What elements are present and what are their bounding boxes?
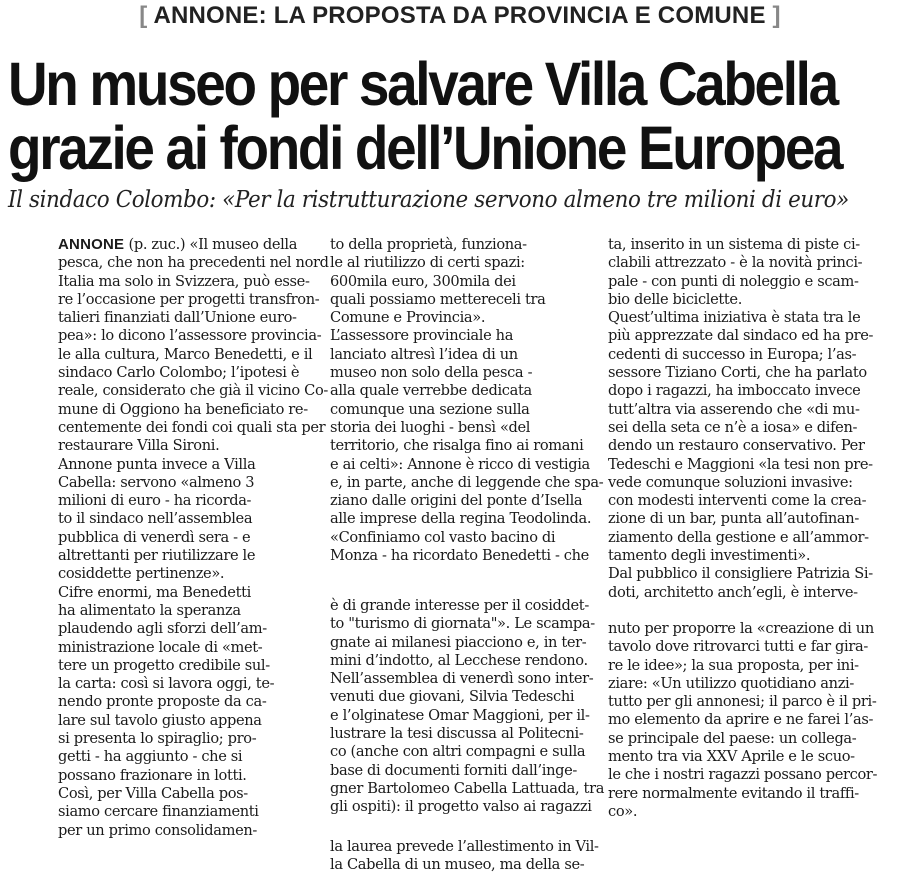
text-line-content: la laurea prevede l’allestimento in Vil- xyxy=(330,838,599,855)
text-line xyxy=(330,474,602,492)
text-line-content: lare sul tavolo giusto appena xyxy=(58,711,262,729)
text-line xyxy=(58,730,322,748)
text-line xyxy=(58,492,322,510)
text-line xyxy=(608,748,920,766)
text-line-content: pale - con punti di noleggio e scam- xyxy=(608,272,859,290)
text-line-content: Annone punta invece a Villa xyxy=(58,455,256,473)
article-column-1 xyxy=(58,236,329,840)
text-line-content: pubblica di venerdì sera - e xyxy=(58,528,251,546)
text-line xyxy=(608,474,920,492)
text-line-content: co (anche con altri compagni e sulla xyxy=(330,743,586,761)
text-line xyxy=(58,401,322,419)
text-line-content: nuto per proporre la «creazione di un xyxy=(608,620,874,637)
text-line-content: tamento degli investimenti». xyxy=(608,547,811,565)
text-line-content: ta, inserito in un sistema di piste ci- xyxy=(608,236,860,253)
text-line-content: ziare: «Un utilizzo quotidiano anzi- xyxy=(608,674,854,692)
text-line-content: è di grande interesse per il cosiddet- xyxy=(330,597,589,614)
text-line xyxy=(58,273,322,291)
kicker-close-bracket: ] xyxy=(772,2,781,29)
text-line-content: tavolo dove ritrovarci tutti e far gira- xyxy=(608,638,868,656)
text-line-content: base di documenti forniti dall’inge- xyxy=(330,761,577,779)
text-line xyxy=(330,838,602,856)
text-line xyxy=(330,291,602,309)
text-line xyxy=(58,547,322,565)
text-line xyxy=(330,725,602,743)
text-line-content: mo elemento da aprire e ne farei l’as- xyxy=(608,711,874,729)
text-line-content: con modesti interventi come la crea- xyxy=(608,492,867,510)
text-line xyxy=(330,597,602,615)
text-line-content: possano frazionare in lotti. xyxy=(58,766,247,784)
article-column-3-continued xyxy=(608,620,920,821)
text-line xyxy=(58,767,322,785)
text-line-content: gnate ai milanesi piacciono e, in ter- xyxy=(330,633,587,651)
article-column-3 xyxy=(608,236,920,602)
text-line-content: Cifre enormi, ma Benedetti xyxy=(58,583,251,601)
article-column-2 xyxy=(330,236,602,565)
text-line xyxy=(58,693,322,711)
text-line-content: tutt’altra via asserendo che «di mu- xyxy=(608,400,860,418)
text-line-content: ziano dalle origini del ponte d’Isella xyxy=(330,492,583,510)
text-line xyxy=(608,456,920,474)
text-line-content: Italia ma solo in Svizzera, può esse- xyxy=(58,272,310,290)
text-line xyxy=(58,254,329,272)
text-line xyxy=(330,652,602,670)
text-line-content: e l’olginatese Omar Maggioni, per il- xyxy=(330,706,590,724)
text-line xyxy=(608,584,920,602)
text-line-content: siamo cercare finanziamenti xyxy=(58,803,259,821)
text-line-content: Dal pubblico il consigliere Patrizia Si- xyxy=(608,565,873,583)
headline-line-1: Un museo per salvare Villa Cabella xyxy=(8,50,837,118)
text-line-content: pesca, che non ha precedenti nel nord xyxy=(58,254,329,272)
text-line xyxy=(608,711,920,729)
text-line-content: clabili attrezzato - è la novità princi- xyxy=(608,254,863,272)
text-line xyxy=(330,670,602,688)
text-line-content: to il sindaco nell’assemblea xyxy=(58,510,253,528)
text-line-content: e ai celti»: Annone è ricco di vestigia xyxy=(330,455,590,473)
text-line-content: L’assessore provinciale ha xyxy=(330,327,514,345)
text-line xyxy=(608,547,920,565)
article-column-2-continued xyxy=(330,597,605,817)
text-line-content: mini d’indotto, al Lecchese rendono. xyxy=(330,651,588,669)
text-line xyxy=(608,766,920,784)
text-line-content: co». xyxy=(608,802,638,820)
text-line xyxy=(330,762,602,780)
text-line-content: to della proprietà, funziona- xyxy=(330,236,527,253)
text-line-content: re l’occasione per progetti transfron- xyxy=(58,290,320,308)
text-line-content: alla quale verrebbe dedicata xyxy=(330,382,532,400)
text-line xyxy=(608,675,920,693)
text-line-content: lanciato altresì l’idea di un xyxy=(330,345,518,363)
text-line xyxy=(330,743,602,761)
text-line xyxy=(608,529,920,547)
text-line xyxy=(58,291,322,309)
text-line xyxy=(58,803,322,821)
text-line-content: ziamento della gestione e all’ammor- xyxy=(608,528,869,546)
text-line xyxy=(58,675,322,693)
kicker-open-bracket: [ xyxy=(139,2,148,29)
text-line xyxy=(608,638,920,656)
text-line xyxy=(330,707,602,725)
text-line xyxy=(58,822,322,840)
text-line-content: plaudendo agli sforzi dell’am- xyxy=(58,620,267,638)
text-line-content: rere normalmente evitando il traffi- xyxy=(608,784,859,802)
text-line-content: Cabella: servono «almeno 3 xyxy=(58,473,255,491)
text-line-content: sindaco Carlo Colombo; l’ipotesi è xyxy=(58,364,300,382)
text-line-content: Tedeschi e Maggioni «la tesi non pre- xyxy=(608,455,873,473)
text-line xyxy=(608,291,920,309)
text-line-content: sessore Tiziano Corti, che ha parlato xyxy=(608,364,867,382)
text-line xyxy=(330,798,602,816)
text-line-content: si presenta lo spiraglio; pro- xyxy=(58,730,257,748)
text-line-content: lustrare la tesi discussa al Politecni- xyxy=(330,725,584,743)
text-line xyxy=(330,615,602,633)
text-line xyxy=(58,510,322,528)
text-line xyxy=(330,510,602,528)
text-line xyxy=(608,730,920,748)
text-line-content: Monza - ha ricordato Benedetti - che xyxy=(330,547,589,565)
text-line-content: talieri finanziati dall’Unione euro- xyxy=(58,309,297,327)
text-line xyxy=(608,401,920,419)
text-line xyxy=(58,309,322,327)
text-line xyxy=(330,437,602,455)
text-line xyxy=(608,565,920,583)
text-line xyxy=(608,254,920,272)
text-line xyxy=(608,346,920,364)
text-line-content: restaurare Villa Sironi. xyxy=(58,437,220,455)
text-line-content: mento tra via XXV Aprile e le scuo- xyxy=(608,748,855,766)
text-line xyxy=(608,657,920,675)
text-line xyxy=(330,327,602,345)
text-line-content: Quest’ultima iniziativa è stata tra le xyxy=(608,309,861,327)
text-line-content: storia dei luoghi - bensì «del xyxy=(330,418,531,436)
text-line-content: cosiddette pertinenze». xyxy=(58,565,225,583)
text-line xyxy=(58,327,322,345)
text-line xyxy=(58,785,322,803)
deck-subtitle: Il sindaco Colombo: «Per la ristrutturazione servono almeno tre milioni di euro» xyxy=(8,187,849,213)
text-line xyxy=(330,401,602,419)
text-line xyxy=(330,634,602,652)
text-line xyxy=(608,492,920,510)
text-line-content: ministrazione locale di «met- xyxy=(58,638,263,656)
text-line xyxy=(330,346,602,364)
text-line xyxy=(608,236,920,254)
text-line xyxy=(58,748,322,766)
text-line-content: Nell’assemblea di venerdì sono inter- xyxy=(330,670,594,688)
text-line xyxy=(608,693,920,711)
text-line xyxy=(330,856,602,874)
text-line xyxy=(58,418,326,437)
text-line xyxy=(330,364,602,382)
headline-line-2: grazie ai fondi dell’Unione Europea xyxy=(8,114,842,182)
text-line xyxy=(608,382,920,400)
text-line-content: gner Bartolomeo Cabella Lattuada, tra xyxy=(330,779,605,797)
text-line xyxy=(58,657,322,675)
text-line-content: dopo i ragazzi, ha imboccato invece xyxy=(608,382,861,400)
text-line xyxy=(608,437,920,455)
text-line xyxy=(58,382,328,400)
text-line-content: tutto per gli annonesi; il parco è il pri- xyxy=(608,693,877,711)
text-line xyxy=(58,584,322,602)
text-line-content: la Cabella di un museo, ma della se- xyxy=(330,856,585,874)
text-line xyxy=(58,529,322,547)
text-line xyxy=(330,688,602,706)
text-line-content: alle imprese della regina Teodolinda. xyxy=(330,510,592,528)
text-line xyxy=(58,712,322,730)
text-line-content: dendo un restauro conservativo. Per xyxy=(608,437,865,455)
text-line-content: quali possiamo mettereceli tra xyxy=(330,290,546,308)
dateline: ANNONE xyxy=(58,236,125,253)
text-line-content: venuti due giovani, Silvia Tedeschi xyxy=(330,688,575,706)
text-line-content: mune di Oggiono ha beneficiato re- xyxy=(58,400,308,418)
text-line xyxy=(608,327,920,345)
text-line-content: centemente dei fondi coi quali sta per xyxy=(58,418,326,436)
text-line xyxy=(330,236,602,254)
kicker xyxy=(0,2,920,30)
text-line-content: 600mila euro, 300mila dei xyxy=(330,272,516,290)
text-line-content: comunque una sezione sulla xyxy=(330,400,530,418)
text-line-content: le al riutilizzo di certi spazi: xyxy=(330,254,525,272)
text-line-content: tere un progetto credibile sul- xyxy=(58,656,270,674)
text-line xyxy=(608,803,920,821)
text-line-content: bio delle biciclette. xyxy=(608,290,743,308)
text-line xyxy=(608,309,920,327)
text-line xyxy=(330,309,602,327)
text-line xyxy=(58,474,322,492)
text-line xyxy=(330,273,602,291)
text-line xyxy=(330,419,602,437)
text-line-content: cedenti di successo in Europa; l’as- xyxy=(608,345,857,363)
text-line-content: Così, per Villa Cabella pos- xyxy=(58,784,248,802)
text-line-content: se principale del paese: un collega- xyxy=(608,729,857,747)
text-line xyxy=(330,382,602,400)
text-line xyxy=(58,639,322,657)
text-line-content: la carta: così si lavora oggi, te- xyxy=(58,675,275,693)
text-line-content: «Confiniamo col vasto bacino di xyxy=(330,528,556,546)
text-line-content: altrettanti per riutilizzare le xyxy=(58,547,256,565)
article-column-2-end xyxy=(330,838,602,875)
text-line-content: nendo pronte proposte da ca- xyxy=(58,693,267,711)
kicker-text: ANNONE: LA PROPOSTA DA PROVINCIA E COMUNE xyxy=(153,2,766,29)
text-line-content: museo non solo della pesca - xyxy=(330,364,533,382)
text-line xyxy=(58,456,322,474)
text-line-content: getti - ha aggiunto - che si xyxy=(58,748,243,766)
text-line xyxy=(58,236,322,254)
text-line xyxy=(330,456,602,474)
text-line xyxy=(330,529,602,547)
text-line xyxy=(330,547,602,565)
text-line-content: per un primo consolidamen- xyxy=(58,821,257,839)
text-line xyxy=(608,510,920,528)
text-line-content: sei della seta ce n’è a iosa» e difen- xyxy=(608,418,858,436)
text-line-content: milioni di euro - ha ricorda- xyxy=(58,492,252,510)
text-line-content: gli ospiti): il progetto valso ai ragazzi xyxy=(330,798,592,816)
text-line-content: vede comunque soluzioni invasive: xyxy=(608,473,853,491)
text-line xyxy=(58,620,322,638)
text-line-content: ha alimentato la speranza xyxy=(58,601,241,619)
text-line-content: zione di un bar, punta all’autofinan- xyxy=(608,510,859,528)
text-line-content: le alla cultura, Marco Benedetti, e il xyxy=(58,345,313,363)
text-line xyxy=(58,565,322,583)
text-line xyxy=(58,346,322,364)
text-line-content: to "turismo di giornata"». Le scampa- xyxy=(330,615,595,633)
text-line xyxy=(608,785,920,803)
text-line-content: (p. zuc.) «Il museo della xyxy=(124,236,298,253)
text-line-content: più apprezzate dal sindaco ed ha pre- xyxy=(608,327,874,345)
text-line xyxy=(58,437,322,455)
text-line xyxy=(330,254,602,272)
text-line-content: Comune e Provincia». xyxy=(330,309,486,327)
text-line xyxy=(58,602,322,620)
text-line xyxy=(608,620,920,638)
text-line xyxy=(330,779,605,798)
text-line-content: re le idee»; la sua proposta, per ini- xyxy=(608,656,859,674)
text-line xyxy=(608,419,920,437)
text-line-content: le che i nostri ragazzi possano percor- xyxy=(608,766,878,784)
text-line xyxy=(330,492,602,510)
text-line-content: e, in parte, anche di leggende che spa- xyxy=(330,473,604,491)
text-line-content: reale, considerato che già il vicino Co- xyxy=(58,382,328,400)
text-line xyxy=(608,364,920,382)
text-line xyxy=(58,364,322,382)
text-line-content: doti, architetto anch’egli, è interve- xyxy=(608,583,858,601)
text-line xyxy=(608,273,920,291)
text-line-content: pea»: lo dicono l’assessore provincia- xyxy=(58,327,322,345)
headline xyxy=(8,50,842,182)
text-line-content: territorio, che risalga fino ai romani xyxy=(330,437,584,455)
